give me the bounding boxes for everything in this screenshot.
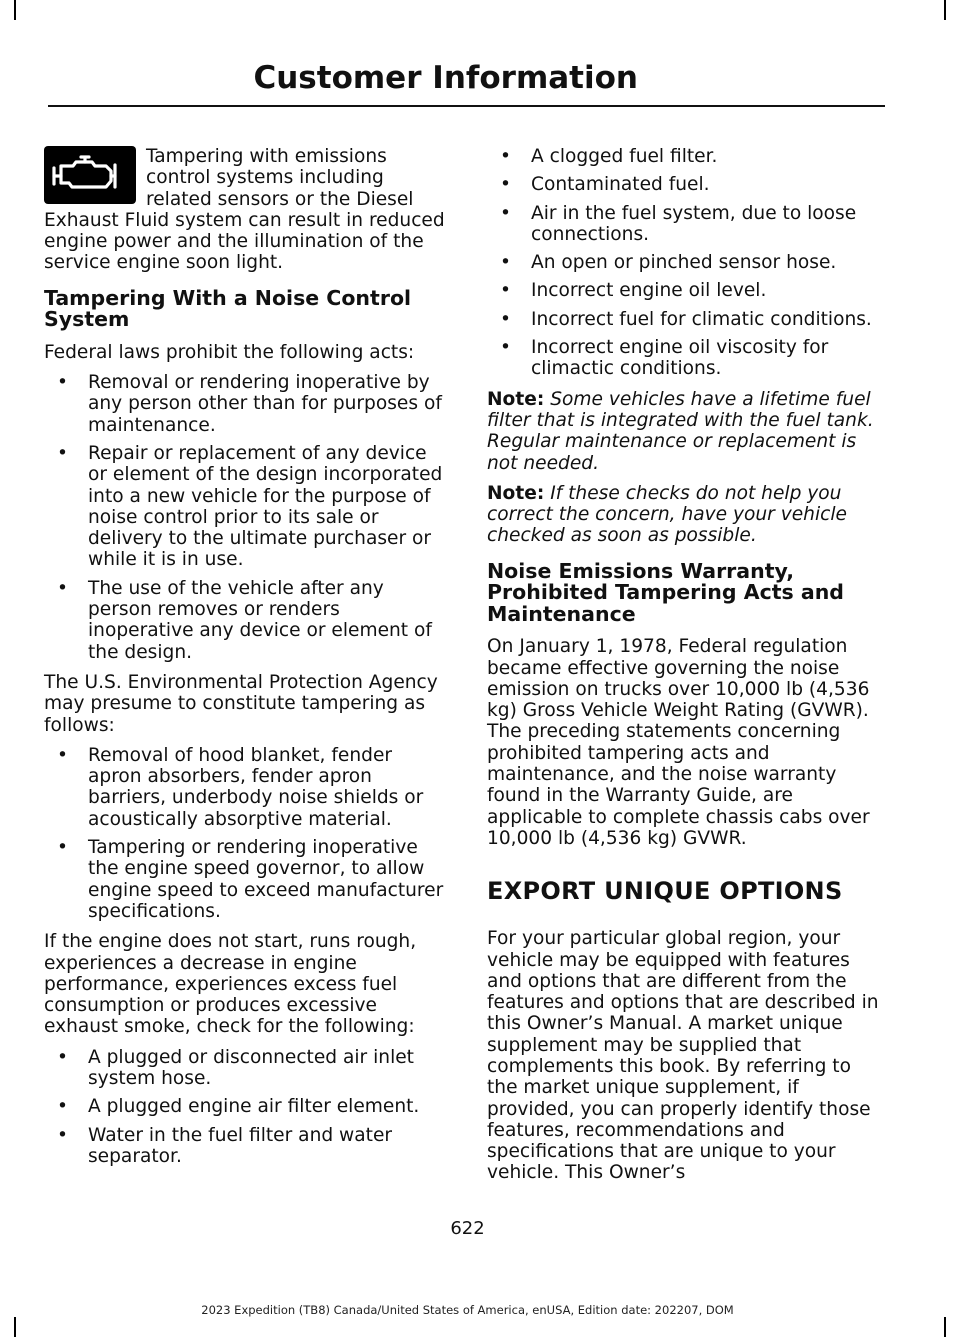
bullet: • [57, 1124, 68, 1146]
bullet-list [44, 372, 446, 663]
list-item: • Incorrect engine oil viscosity for climactic conditions. [500, 337, 829, 380]
check-engine-icon [44, 146, 136, 204]
list-item: • Removal or rendering inoperative by any person other than for purposes of maintenance. [57, 372, 442, 436]
note-label: Note: [487, 388, 545, 410]
list-item: • Repair or replacement of any device or element of the design incorporated into a new vehicle for the purpose of noise control prior to its sale or delivery to the ultimate purchaser or while it is in use. [57, 442, 443, 571]
list-item: • Contaminated fuel. [500, 174, 710, 196]
crop-mark-bottom-right [944, 1317, 946, 1337]
list-item: • A plugged engine air filter element. [57, 1096, 420, 1118]
list-item: • Incorrect engine oil level. [500, 280, 767, 302]
list-item: • An open or pinched sensor hose. [500, 252, 837, 274]
paragraph: For your particular global region, your vehicle may be equipped with features and options that are different from the features and options that are described in this Owner’s Manual. A market unique supplement may be supplied that complements this book. By referring to the market unique supplement, if provided, you can properly identify those features, recommendations and specifications that are unique to your vehicle. This Owner’s [487, 928, 879, 1184]
bullet: • [57, 577, 68, 599]
list-item: • The use of the vehicle after any person removes or renders inoperative any device or element of the design. [57, 577, 432, 663]
bullet-list [487, 146, 882, 380]
list-item: • Tampering or rendering inoperative the engine speed governor, to allow engine speed to exceed manufacturer specifications. [57, 837, 444, 922]
note-label: Note: [487, 482, 545, 504]
list-item: • Water in the fuel filter and water separator. [57, 1124, 393, 1167]
note-text: Some vehicles have a lifetime fuel filter that is integrated with the fuel tank. Regular maintenance or replacement is not needed. [487, 388, 874, 474]
bullet-list [44, 745, 446, 922]
bullet: • [500, 308, 511, 330]
bullet-list [44, 1047, 446, 1167]
page-number: 622 [450, 1218, 485, 1239]
bullet: • [500, 174, 511, 196]
list-item: • Incorrect fuel for climatic conditions. [500, 308, 872, 330]
bullet: • [500, 252, 511, 274]
bullet: • [500, 146, 511, 167]
note-text: If these checks do not help you correct the concern, have your vehicle checked as soon as possible. [487, 482, 847, 547]
bullet: • [500, 280, 511, 302]
list-item: • Air in the fuel system, due to loose connections. [500, 202, 857, 245]
header-divider [48, 105, 885, 107]
bullet: • [57, 442, 68, 464]
paragraph: The U.S. Environmental Protection Agency may presume to constitute tampering as follows: [44, 671, 438, 736]
bullet: • [500, 337, 511, 359]
paragraph: If the engine does not start, runs rough, experiences a decrease in engine performance, experiences excess fuel consumption or produces excessive exhaust smoke, check for the following: [44, 931, 417, 1038]
list-item: • A clogged fuel filter. [500, 146, 718, 167]
crop-mark-bottom-left [14, 1317, 16, 1337]
bullet: • [57, 837, 68, 859]
paragraph: Federal laws prohibit the following acts: [44, 341, 415, 363]
list-item: • A plugged or disconnected air inlet system hose. [57, 1046, 414, 1089]
bullet: • [57, 1096, 68, 1118]
list-item: • Removal of hood blanket, fender apron absorbers, fender apron barriers, underbody noise shields or acoustically absorptive material. [57, 744, 424, 830]
note [487, 389, 882, 474]
bullet: • [57, 744, 68, 766]
intro-paragraph: Tampering with emissions control systems including related sensors or the Diesel Exhaust Fluid system can result in reduced engine power and the illumination of the service engine soon light. [44, 146, 445, 274]
left-column [44, 146, 446, 1176]
bullet: • [57, 1046, 68, 1068]
section-heading-export-options: EXPORT UNIQUE OPTIONS [487, 877, 843, 906]
crop-mark-top-left [14, 0, 16, 20]
bullet: • [500, 202, 511, 224]
note [487, 483, 882, 547]
heading-noise-control: Tampering With a Noise Control System [44, 285, 412, 332]
crop-mark-top-right [944, 0, 946, 20]
footer: 2023 Expedition (TB8) Canada/United States of America, enUSA, Edition date: 202207, DOM [201, 1303, 734, 1317]
heading-noise-warranty: Noise Emissions Warranty, Prohibited Tampering Acts and Maintenance [487, 558, 844, 626]
right-column [487, 146, 882, 1193]
bullet: • [57, 372, 68, 394]
page-title: Customer Information [253, 60, 638, 96]
paragraph: On January 1, 1978, Federal regulation became effective governing the noise emission on trucks over 10,000 lb (4,536 kg) Gross Vehicle Weight Rating (GVWR). The preceding statements concerning prohibited tampering acts and maintenance, and the noise warranty found in the Warranty Guide, are applicable to complete chassis cabs over 10,000 lb (4,536 kg) GVWR. [487, 636, 870, 849]
